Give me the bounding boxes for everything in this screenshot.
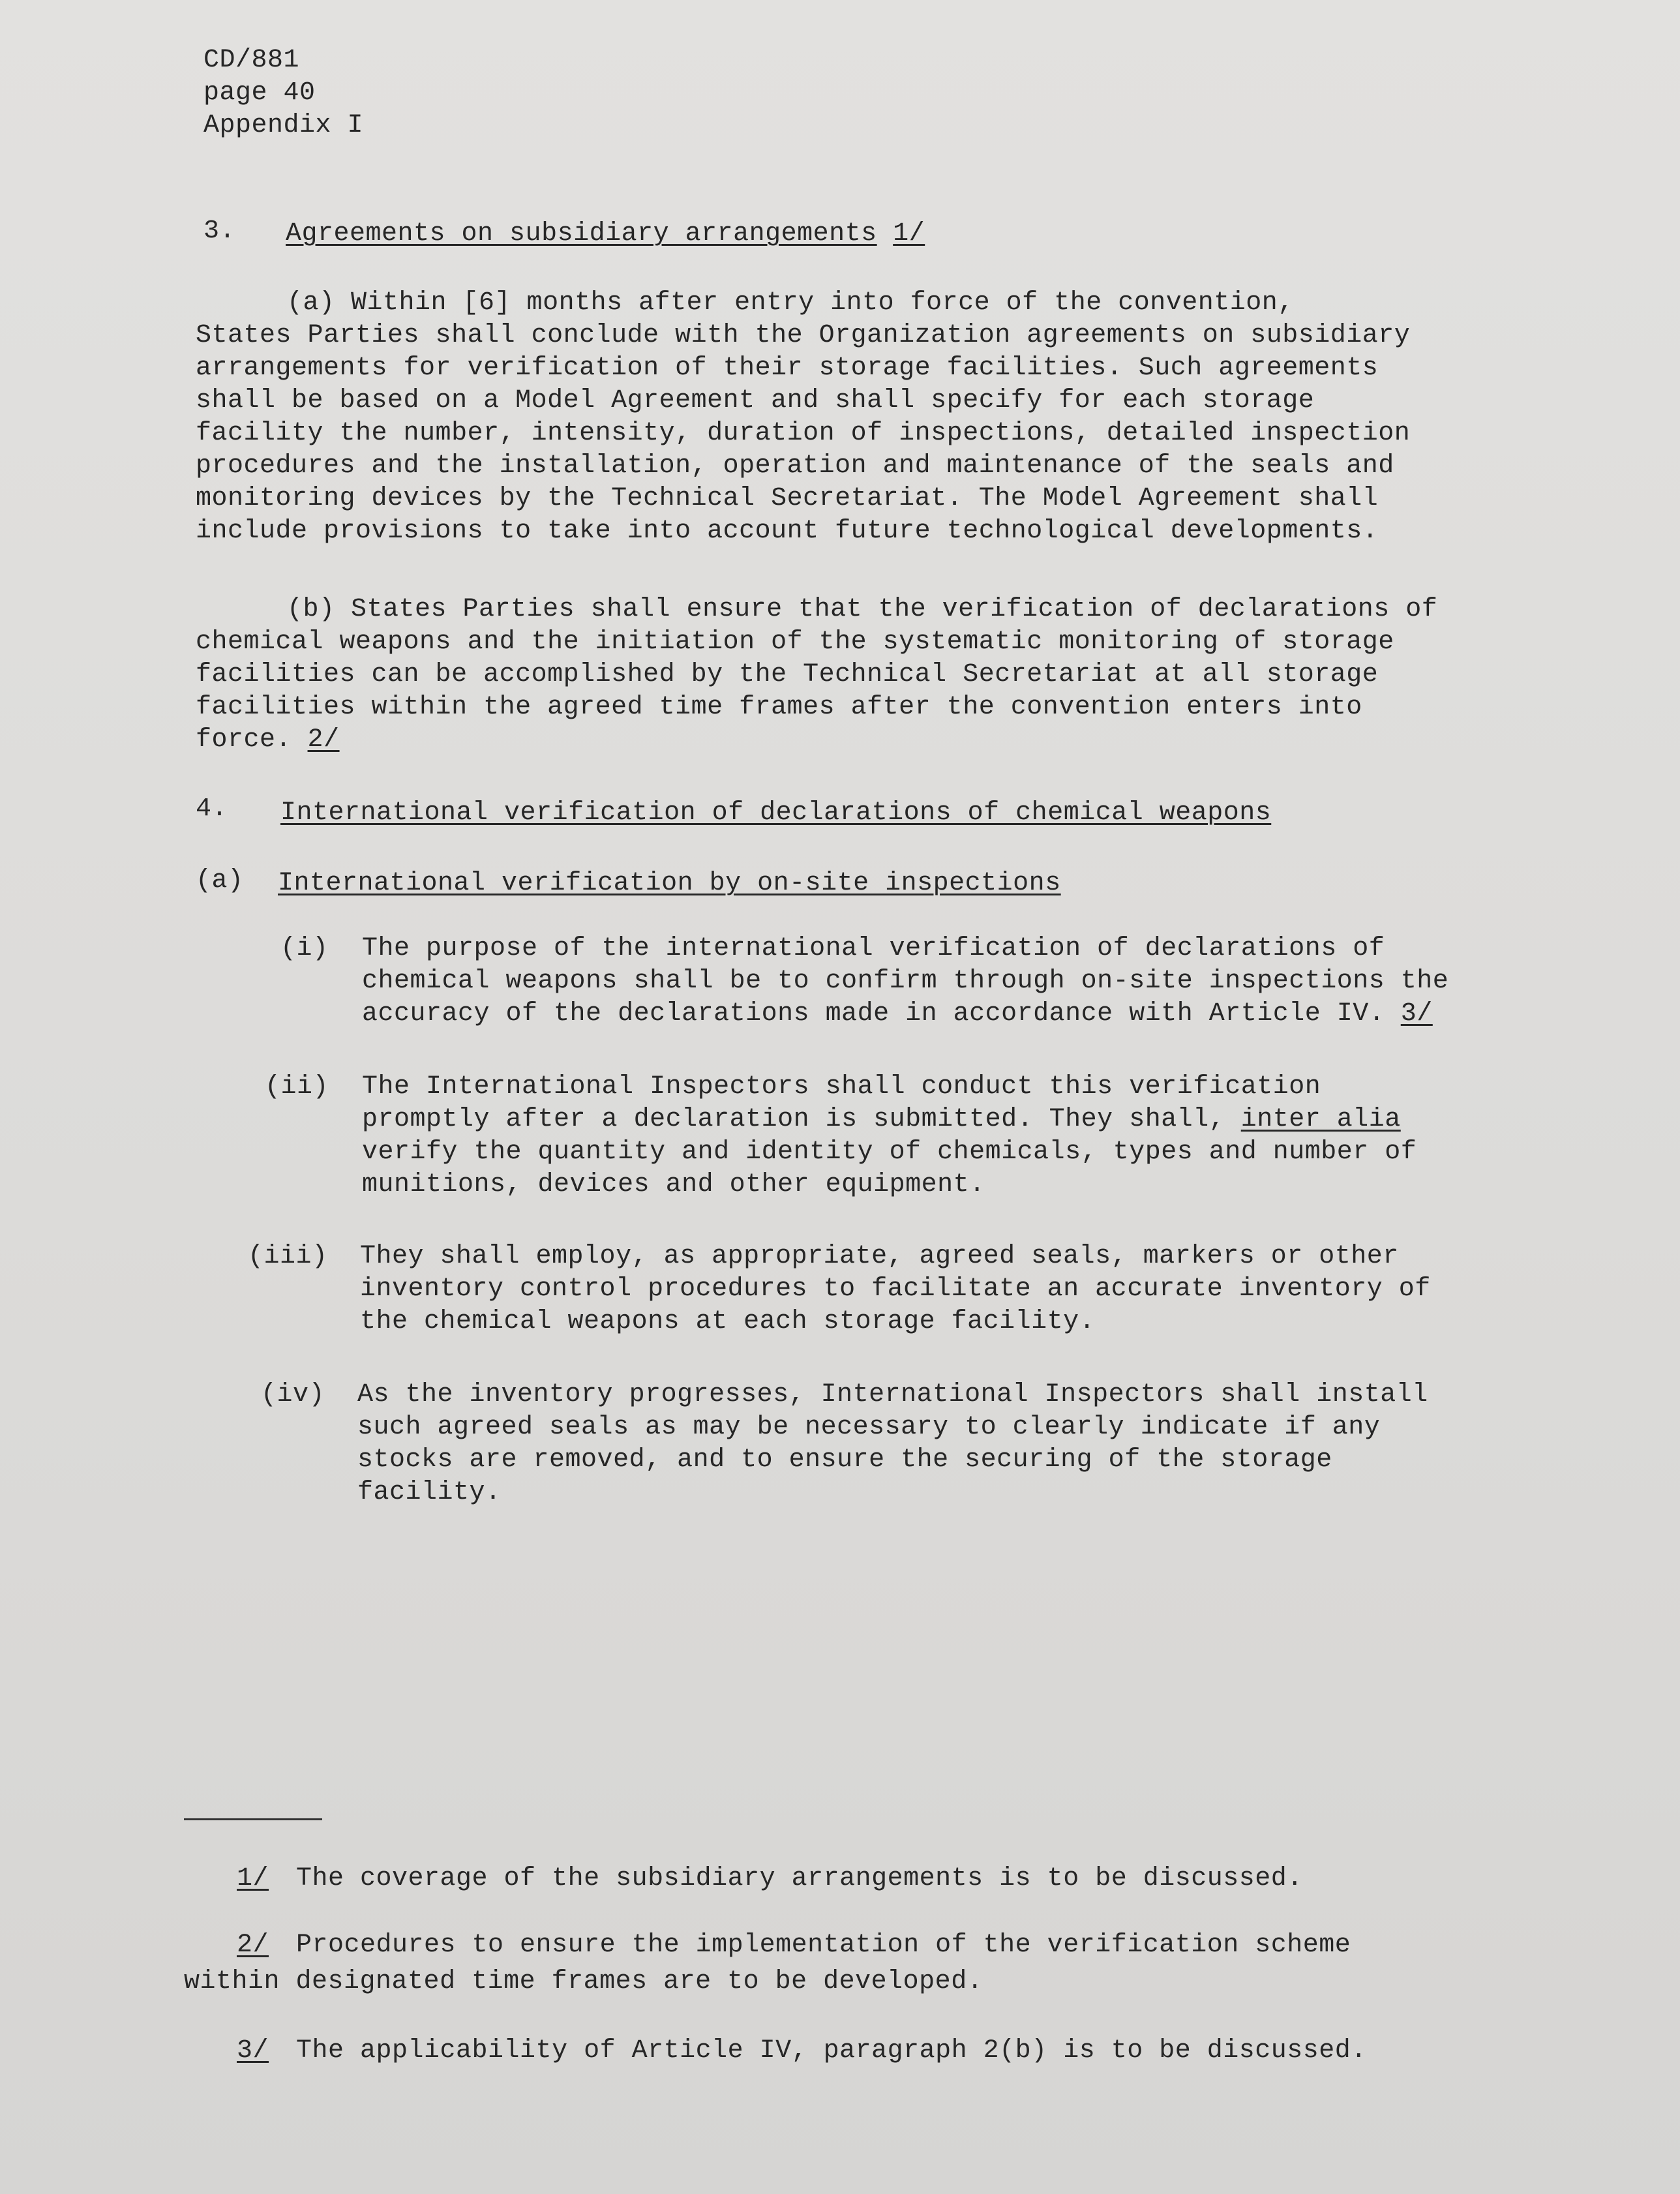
subsection-a-title: International verification by on-site inspections bbox=[278, 869, 1061, 898]
paragraph-line: facilities can be accomplished by the Technical Secretariat at all storage bbox=[196, 660, 1379, 689]
footnote-ref-1: 1/ bbox=[893, 219, 925, 248]
paragraph-line: chemical weapons and the initiation of the systematic monitoring of storage bbox=[196, 627, 1394, 657]
paragraph-line: (b) States Parties shall ensure that the verification of declarations of bbox=[287, 595, 1438, 624]
item-line: The purpose of the international verification of declarations of bbox=[362, 934, 1385, 963]
item-line bbox=[362, 1104, 1549, 1136]
item-line: The International Inspectors shall conduct this verification bbox=[362, 1072, 1321, 1102]
section-3-heading bbox=[286, 218, 925, 250]
paragraph-line: monitoring devices by the Technical Secretariat. The Model Agreement shall bbox=[196, 484, 1379, 513]
section-4-heading bbox=[280, 797, 1271, 830]
footnote-text: The applicability of Article IV, paragraph 2(b) is to be discussed. bbox=[296, 2036, 1367, 2066]
paragraph-3b bbox=[196, 594, 1552, 757]
document-symbol: CD/881 bbox=[203, 46, 300, 75]
footnote-separator bbox=[184, 1818, 322, 1820]
subsection-a-label: (a) bbox=[196, 866, 244, 895]
footnote-line bbox=[184, 1929, 1553, 1966]
section-4-number: 4. bbox=[196, 794, 228, 824]
footnote-line bbox=[184, 1863, 1553, 1899]
footnote-line: within designated time frames are to be developed. bbox=[184, 1967, 983, 1996]
item-line: They shall employ, as appropriate, agreed seals, markers or other bbox=[360, 1242, 1399, 1271]
paragraph-line: shall be based on a Model Agreement and shall specify for each storage bbox=[196, 386, 1315, 415]
paragraph-line: facility the number, intensity, duration of inspections, detailed inspection bbox=[196, 419, 1411, 448]
footnote-ref-3: 3/ bbox=[1400, 999, 1433, 1029]
footnote-line bbox=[184, 2035, 1553, 2071]
footnote-marker: 1/ bbox=[236, 1864, 269, 1893]
item-body bbox=[362, 933, 1549, 1030]
item-line: facility. bbox=[357, 1478, 502, 1507]
footnote-1 bbox=[184, 1863, 1553, 1899]
paragraph-3a bbox=[196, 287, 1552, 548]
footnote-3 bbox=[184, 2035, 1553, 2071]
item-line: inventory control procedures to facilitate an accurate inventory of bbox=[360, 1274, 1431, 1304]
footnote-text: Procedures to ensure the implementation of the verification scheme bbox=[296, 1931, 1351, 1960]
footnote-2 bbox=[184, 1929, 1553, 2002]
item-body bbox=[362, 1071, 1549, 1201]
section-4-title: International verification of declarations of chemical weapons bbox=[280, 798, 1272, 828]
section-3-number: 3. bbox=[203, 217, 236, 246]
page-header bbox=[203, 44, 363, 142]
item-label: (iv) bbox=[261, 1380, 325, 1409]
paragraph-text: force. bbox=[196, 725, 292, 755]
appendix-label: Appendix I bbox=[203, 111, 364, 140]
page-number: page 40 bbox=[203, 78, 316, 108]
paragraph-line: facilities within the agreed time frames after the convention enters into bbox=[196, 693, 1362, 722]
item-line: As the inventory progresses, International Inspectors shall install bbox=[357, 1380, 1428, 1409]
item-line: chemical weapons shall be to confirm through on-site inspections the bbox=[362, 967, 1449, 996]
item-line: the chemical weapons at each storage facility. bbox=[360, 1307, 1096, 1336]
footnote-ref-2: 2/ bbox=[307, 725, 340, 755]
paragraph-line: (a) Within [6] months after entry into force of the convention, bbox=[287, 288, 1294, 318]
item-text: accuracy of the declarations made in accordance with Article IV. bbox=[362, 999, 1385, 1029]
paragraph-line: States Parties shall conclude with the Organization agreements on subsidiary bbox=[196, 321, 1411, 350]
footnote-marker: 2/ bbox=[236, 1931, 269, 1960]
item-body bbox=[357, 1379, 1544, 1509]
footnote-text: The coverage of the subsidiary arrangements is to be discussed. bbox=[296, 1864, 1303, 1893]
item-line: such agreed seals as may be necessary to clearly indicate if any bbox=[357, 1413, 1381, 1442]
item-label: (i) bbox=[280, 934, 329, 963]
item-line: verify the quantity and identity of chemicals, types and number of bbox=[362, 1137, 1417, 1167]
emphasis-inter-alia: inter alia bbox=[1240, 1105, 1401, 1134]
item-line: munitions, devices and other equipment. bbox=[362, 1170, 985, 1199]
paragraph-line: procedures and the installation, operation and maintenance of the seals and bbox=[196, 451, 1394, 481]
subsection-a-heading bbox=[278, 867, 1061, 900]
footnote-marker: 3/ bbox=[236, 2036, 269, 2066]
item-label: (ii) bbox=[265, 1072, 329, 1102]
item-line bbox=[362, 998, 1549, 1030]
paragraph-line: arrangements for verification of their storage facilities. Such agreements bbox=[196, 353, 1379, 383]
paragraph-line: include provisions to take into account future technological developments. bbox=[196, 517, 1379, 546]
item-body bbox=[360, 1240, 1547, 1338]
paragraph-line bbox=[196, 724, 1552, 757]
item-text: promptly after a declaration is submitted. They shall, bbox=[362, 1105, 1225, 1134]
item-line: stocks are removed, and to ensure the securing of the storage bbox=[357, 1445, 1332, 1475]
item-label: (iii) bbox=[248, 1242, 328, 1271]
section-3-title: Agreements on subsidiary arrangements bbox=[286, 219, 877, 248]
